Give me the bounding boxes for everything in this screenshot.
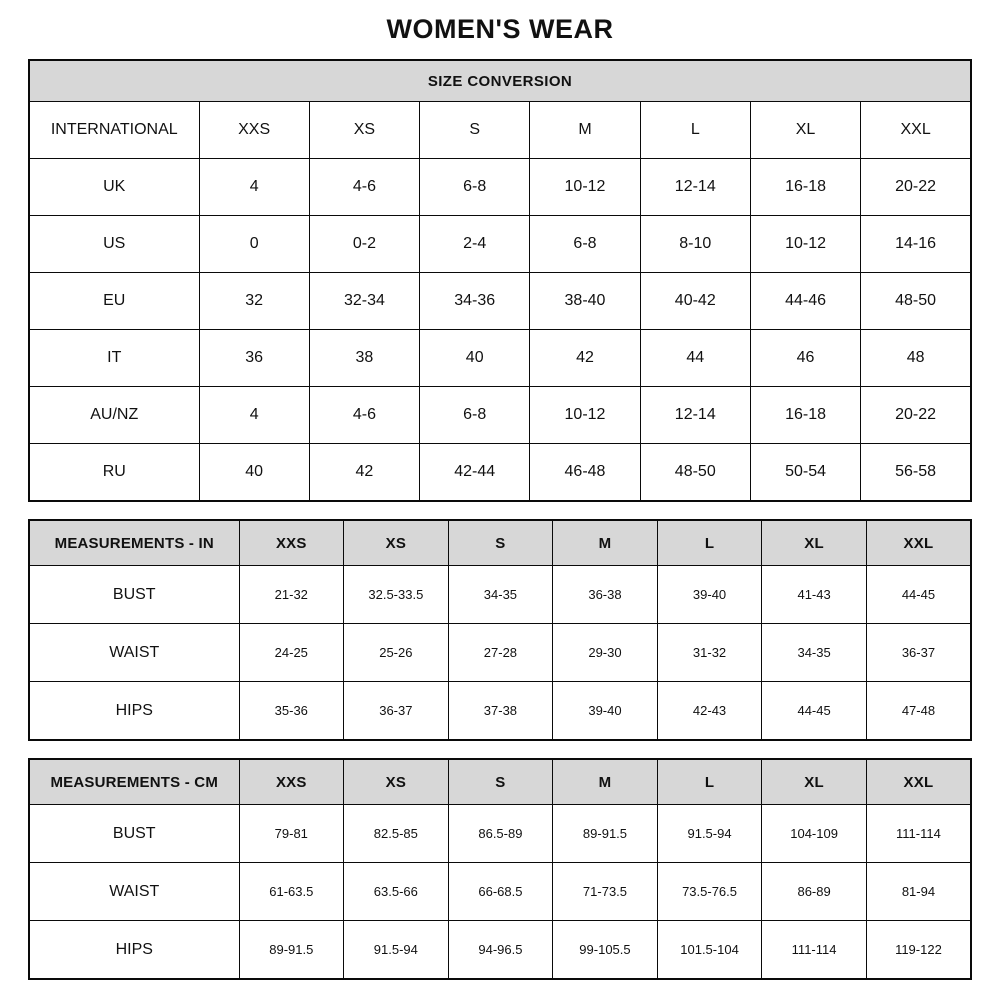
value-cell: 44: [640, 330, 750, 387]
size-column-header: S: [448, 520, 553, 566]
size-column-header: XXL: [866, 520, 971, 566]
value-cell: 29-30: [553, 624, 658, 682]
value-cell: 42-44: [420, 444, 530, 502]
value-cell: 31-32: [657, 624, 762, 682]
value-cell: 44-45: [866, 566, 971, 624]
measurements-in-body: [29, 566, 971, 741]
value-cell: 32-34: [309, 273, 419, 330]
size-column-header: L: [657, 520, 762, 566]
table-row: [29, 387, 971, 444]
size-conversion-table: [28, 59, 972, 502]
value-cell: 46: [750, 330, 860, 387]
value-cell: 34-35: [762, 624, 867, 682]
value-cell: 36: [199, 330, 309, 387]
size-column-header: XXS: [239, 759, 344, 805]
size-column-header: M: [553, 759, 658, 805]
value-cell: 32.5-33.5: [344, 566, 449, 624]
value-cell: 20-22: [861, 159, 971, 216]
value-cell: 34-35: [448, 566, 553, 624]
row-label-column-header: MEASUREMENTS - CM: [29, 759, 239, 805]
value-cell: 89-91.5: [239, 921, 344, 980]
value-cell: 12-14: [640, 387, 750, 444]
table-row: [29, 566, 971, 624]
value-cell: 6-8: [530, 216, 640, 273]
size-column-header: XXL: [866, 759, 971, 805]
value-cell: 38: [309, 330, 419, 387]
size-column-header: XXS: [239, 520, 344, 566]
value-cell: 48-50: [861, 273, 971, 330]
value-cell: 4-6: [309, 387, 419, 444]
value-cell: 104-109: [762, 805, 867, 863]
table-row: [29, 216, 971, 273]
value-cell: 40: [420, 330, 530, 387]
value-cell: 81-94: [866, 863, 971, 921]
value-cell: 16-18: [750, 387, 860, 444]
size-conversion-banner-row: [29, 60, 971, 102]
value-cell: 12-14: [640, 159, 750, 216]
value-cell: 44-45: [762, 682, 867, 741]
value-cell: 46-48: [530, 444, 640, 502]
table-row: [29, 805, 971, 863]
value-cell: 10-12: [530, 159, 640, 216]
row-label-column-header: INTERNATIONAL: [29, 102, 199, 159]
value-cell: 34-36: [420, 273, 530, 330]
value-cell: 71-73.5: [553, 863, 658, 921]
value-cell: 101.5-104: [657, 921, 762, 980]
value-cell: 32: [199, 273, 309, 330]
row-label: BUST: [29, 566, 239, 624]
size-column-header: XS: [344, 520, 449, 566]
value-cell: 42: [309, 444, 419, 502]
value-cell: 36-37: [866, 624, 971, 682]
row-label: HIPS: [29, 921, 239, 980]
value-cell: 48-50: [640, 444, 750, 502]
row-label-column-header: MEASUREMENTS - IN: [29, 520, 239, 566]
value-cell: 86-89: [762, 863, 867, 921]
value-cell: 2-4: [420, 216, 530, 273]
size-column-header: L: [640, 102, 750, 159]
table-row: [29, 682, 971, 741]
value-cell: 8-10: [640, 216, 750, 273]
size-column-header: XL: [750, 102, 860, 159]
measurements-in-header-row: [29, 520, 971, 566]
size-column-header: S: [420, 102, 530, 159]
row-label: UK: [29, 159, 199, 216]
size-column-header: XS: [309, 102, 419, 159]
size-column-header: XXS: [199, 102, 309, 159]
value-cell: 6-8: [420, 387, 530, 444]
value-cell: 56-58: [861, 444, 971, 502]
value-cell: 37-38: [448, 682, 553, 741]
size-column-header: L: [657, 759, 762, 805]
value-cell: 111-114: [866, 805, 971, 863]
value-cell: 0-2: [309, 216, 419, 273]
value-cell: 91.5-94: [344, 921, 449, 980]
value-cell: 48: [861, 330, 971, 387]
value-cell: 36-38: [553, 566, 658, 624]
value-cell: 41-43: [762, 566, 867, 624]
measurements-in-head: [29, 520, 971, 566]
row-label: BUST: [29, 805, 239, 863]
value-cell: 61-63.5: [239, 863, 344, 921]
row-label: EU: [29, 273, 199, 330]
row-label: HIPS: [29, 682, 239, 741]
value-cell: 82.5-85: [344, 805, 449, 863]
row-label: RU: [29, 444, 199, 502]
measurements-cm-head: [29, 759, 971, 805]
value-cell: 35-36: [239, 682, 344, 741]
row-label: US: [29, 216, 199, 273]
table-row: [29, 444, 971, 502]
value-cell: 111-114: [762, 921, 867, 980]
value-cell: 40-42: [640, 273, 750, 330]
value-cell: 44-46: [750, 273, 860, 330]
value-cell: 86.5-89: [448, 805, 553, 863]
value-cell: 42-43: [657, 682, 762, 741]
table-row: [29, 863, 971, 921]
table-row: [29, 273, 971, 330]
value-cell: 79-81: [239, 805, 344, 863]
value-cell: 63.5-66: [344, 863, 449, 921]
value-cell: 50-54: [750, 444, 860, 502]
value-cell: 10-12: [530, 387, 640, 444]
value-cell: 42: [530, 330, 640, 387]
size-column-header: S: [448, 759, 553, 805]
page-title: WOMEN'S WEAR: [386, 14, 614, 44]
size-column-header: XS: [344, 759, 449, 805]
value-cell: 39-40: [657, 566, 762, 624]
table-row: [29, 624, 971, 682]
value-cell: 94-96.5: [448, 921, 553, 980]
size-conversion-header-row: [29, 102, 971, 159]
measurements-cm-body: [29, 805, 971, 980]
value-cell: 36-37: [344, 682, 449, 741]
value-cell: 21-32: [239, 566, 344, 624]
value-cell: 20-22: [861, 387, 971, 444]
size-column-header: XXL: [861, 102, 971, 159]
measurements-in-table: [28, 519, 972, 741]
value-cell: 10-12: [750, 216, 860, 273]
table-row: [29, 330, 971, 387]
measurements-cm-table: [28, 758, 972, 980]
value-cell: 6-8: [420, 159, 530, 216]
row-label: WAIST: [29, 624, 239, 682]
value-cell: 91.5-94: [657, 805, 762, 863]
size-column-header: M: [553, 520, 658, 566]
value-cell: 47-48: [866, 682, 971, 741]
table-row: [29, 921, 971, 980]
value-cell: 16-18: [750, 159, 860, 216]
value-cell: 4-6: [309, 159, 419, 216]
value-cell: 4: [199, 387, 309, 444]
value-cell: 89-91.5: [553, 805, 658, 863]
size-conversion-body: [29, 159, 971, 502]
value-cell: 99-105.5: [553, 921, 658, 980]
size-column-header: XL: [762, 520, 867, 566]
value-cell: 14-16: [861, 216, 971, 273]
value-cell: 39-40: [553, 682, 658, 741]
row-label: AU/NZ: [29, 387, 199, 444]
size-column-header: XL: [762, 759, 867, 805]
size-conversion-banner: SIZE CONVERSION: [29, 60, 971, 102]
value-cell: 66-68.5: [448, 863, 553, 921]
row-label: IT: [29, 330, 199, 387]
measurements-cm-header-row: [29, 759, 971, 805]
value-cell: 24-25: [239, 624, 344, 682]
value-cell: 40: [199, 444, 309, 502]
value-cell: 4: [199, 159, 309, 216]
size-conversion-head: [29, 60, 971, 159]
value-cell: 0: [199, 216, 309, 273]
value-cell: 27-28: [448, 624, 553, 682]
value-cell: 119-122: [866, 921, 971, 980]
row-label: WAIST: [29, 863, 239, 921]
table-row: [29, 159, 971, 216]
value-cell: 38-40: [530, 273, 640, 330]
value-cell: 25-26: [344, 624, 449, 682]
size-column-header: M: [530, 102, 640, 159]
value-cell: 73.5-76.5: [657, 863, 762, 921]
